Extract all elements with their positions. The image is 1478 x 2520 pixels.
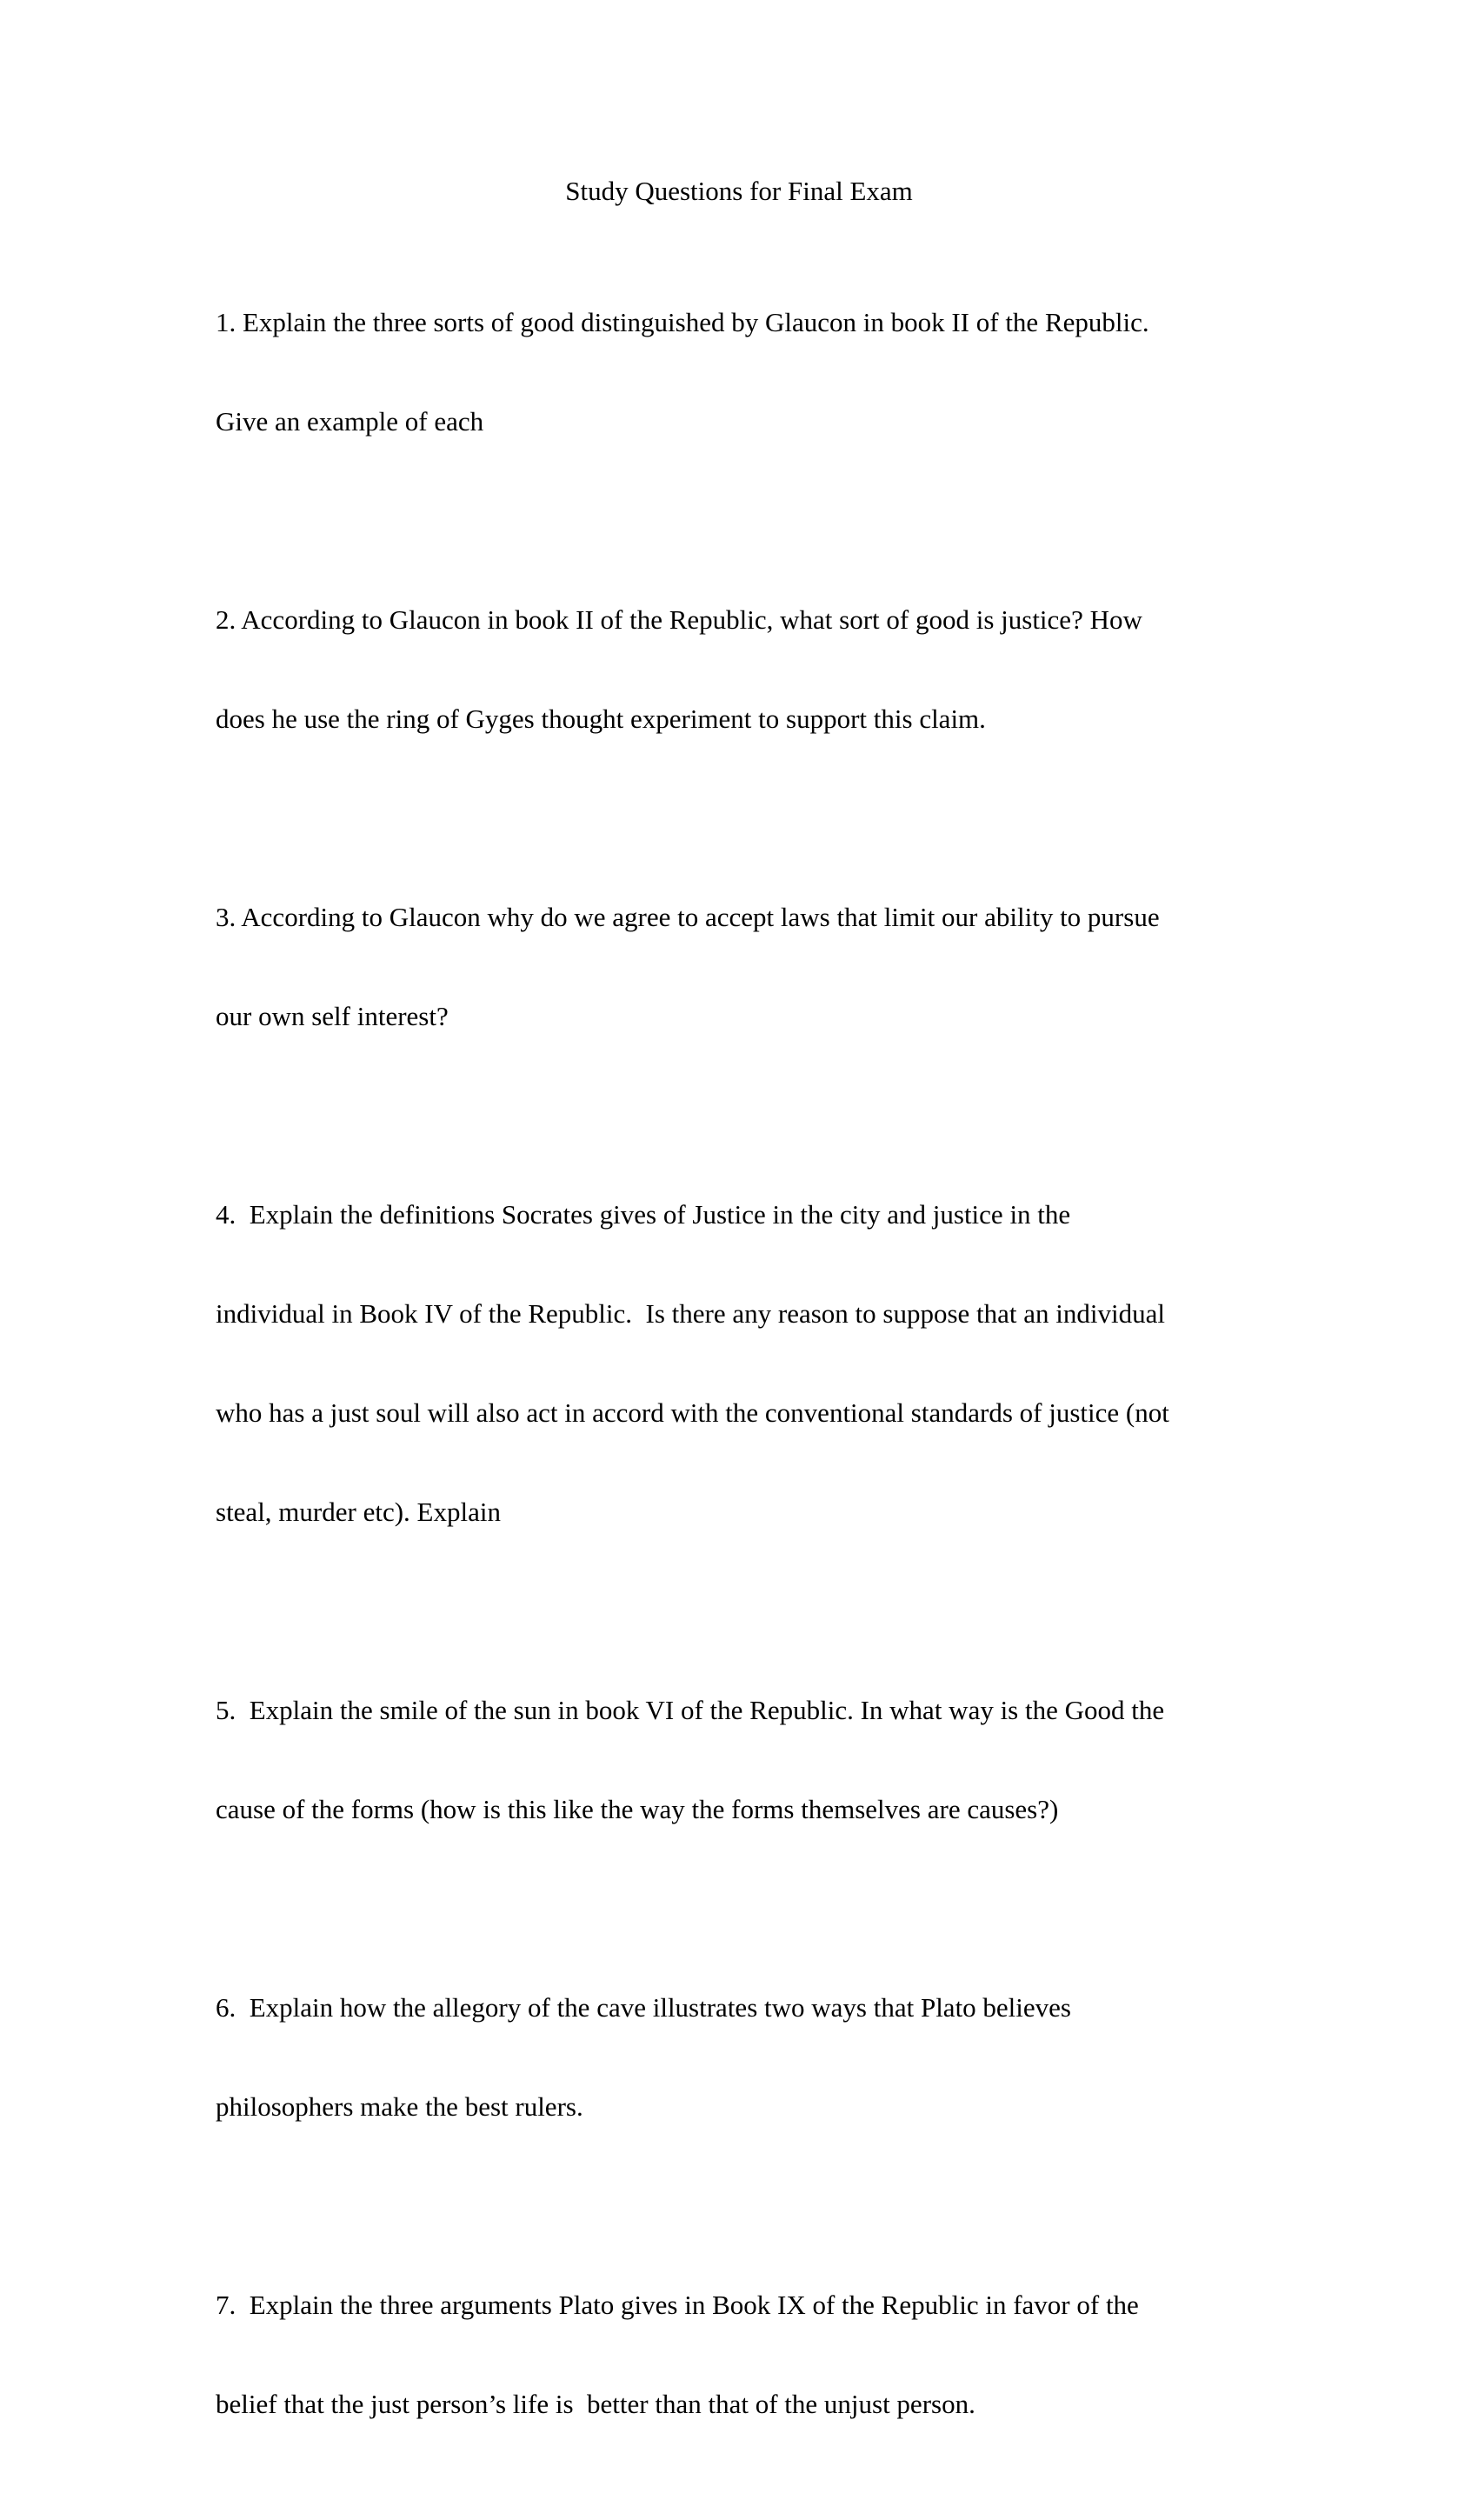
- question-6: [216, 1925, 1259, 2190]
- question-5: [216, 1628, 1259, 1892]
- question-7-line-1: 7. Explain the three arguments Plato gives in Book IX of the Republic in favor of the: [216, 2290, 1139, 2320]
- question-7-line-2: belief that the just person’s life is better than that of the unjust person.: [216, 2389, 975, 2419]
- question-4-line-2: individual in Book IV of the Republic. Is there any reason to suppose that an individual: [216, 1298, 1165, 1329]
- document-title: Study Questions for Final Exam: [565, 176, 913, 206]
- question-1-line-1: 1. Explain the three sorts of good distinguished by Glaucon in book II of the Republic.: [216, 307, 1149, 337]
- question-4: [216, 1132, 1259, 1595]
- question-6-line-2: philosophers make the best rulers.: [216, 2091, 583, 2122]
- question-list: [216, 240, 1259, 2520]
- question-2: [216, 537, 1259, 802]
- question-6-line-1: 6. Explain how the allegory of the cave illustrates two ways that Plato believes: [216, 1992, 1071, 2023]
- question-5-line-1: 5. Explain the smile of the sun in book VI of the Republic. In what way is the Good the: [216, 1695, 1165, 1725]
- question-7: [216, 2223, 1259, 2487]
- question-3-line-1: 3. According to Glaucon why do we agree to accept laws that limit our ability to pursue: [216, 902, 1160, 932]
- question-2-line-1: 2. According to Glaucon in book II of the Republic, what sort of good is justice? How: [216, 604, 1142, 635]
- question-4-line-4: steal, murder etc). Explain: [216, 1497, 501, 1527]
- question-4-line-3: who has a just soul will also act in accord with the conventional standards of justice (not: [216, 1397, 1169, 1428]
- question-3: [216, 835, 1259, 1099]
- question-5-line-2: cause of the forms (how is this like the way the forms themselves are causes?): [216, 1794, 1059, 1824]
- question-1-line-2: Give an example of each: [216, 406, 484, 437]
- question-4-line-1: 4. Explain the definitions Socrates gives of Justice in the city and justice in the: [216, 1199, 1071, 1230]
- question-3-line-2: our own self interest?: [216, 1001, 449, 1031]
- question-1: [216, 240, 1259, 504]
- question-2-line-2: does he use the ring of Gyges thought experiment to support this claim.: [216, 703, 986, 734]
